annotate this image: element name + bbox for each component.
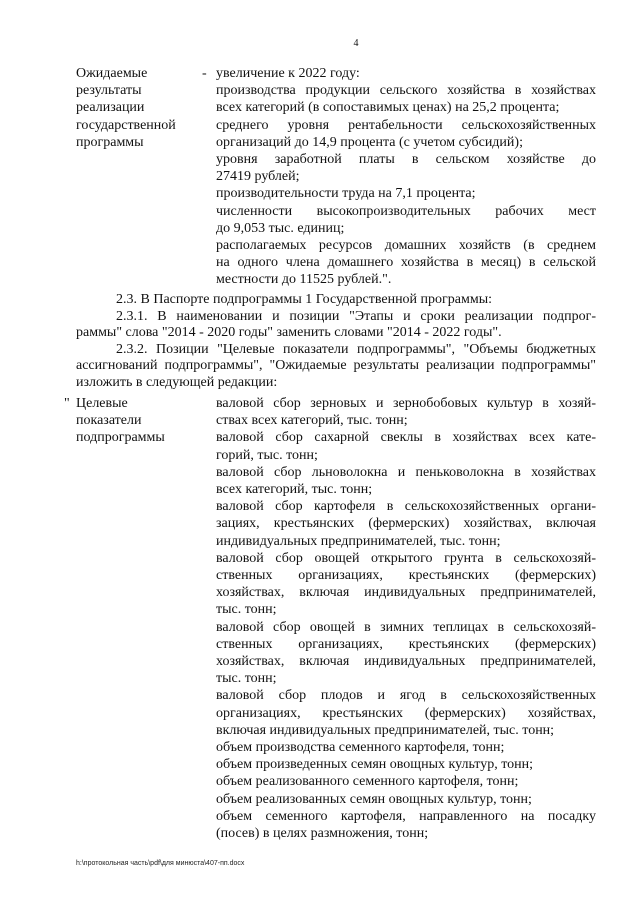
text-line: увеличение к 2022 году:	[216, 66, 360, 81]
paragraph-line: раммы" слова "2014 - 2020 годы" заменить словами "2014 - 2022 годы".	[76, 325, 502, 340]
text-line: на одного члена домашнего хозяйства в месяц) в сельской	[216, 255, 596, 271]
text-line: организаций до 14,9 процента (с учетом субсидий);	[216, 134, 523, 150]
text-line: среднего уровня рентабельности сельскохозяйственных	[216, 117, 596, 133]
target-indicators-block	[64, 395, 596, 842]
text-line: организациях, крестьянских (фермерских) хозяйствах,	[216, 705, 596, 721]
label-line: государственной	[76, 117, 176, 133]
paragraph-line: 2.3. В Паспорте подпрограммы 1 Государственной программы:	[116, 292, 493, 307]
text-line: ствах всех категорий, тыс. тонн;	[216, 413, 408, 429]
text-line: численности высокопроизводительных рабочих мест	[216, 203, 596, 219]
text-line: объем семенного картофеля, направленного на посадку	[216, 808, 596, 824]
text-line: располагаемых ресурсов домашних хозяйств (в среднем	[216, 238, 596, 254]
text-line: валовой сбор плодов и ягод в сельскохозяйственных	[216, 688, 596, 704]
text-line: объем реализованных семян овощных культур, тонн;	[216, 791, 532, 807]
label-line: Ожидаемые	[76, 66, 148, 81]
text-line: уровня заработной платы в сельском хозяйстве до	[216, 152, 596, 168]
amendment-paragraphs	[76, 292, 596, 391]
label-line: реализации	[76, 100, 145, 116]
text-line: зациях, крестьянских (фермерских) хозяйствах, включая	[216, 516, 596, 532]
text-line: валовой сбор льноволокна и пеньковолокна в хозяйствах	[216, 464, 596, 480]
text-line: валовой сбор овощей в зимних теплицах в сельскохозяй-	[216, 619, 596, 635]
text-line: хозяйствах, включая индивидуальных предпринимателей,	[216, 585, 596, 601]
text-line: валовой сбор овощей открытого грунта в сельскохозяй-	[216, 550, 596, 566]
target-indicators-text	[216, 395, 596, 842]
text-line: горий, тыс. тонн;	[216, 447, 318, 463]
text-line: тыс. тонн;	[216, 671, 277, 687]
text-line: валовой сбор зерновых и зернобобовых культур в хозяй-	[216, 396, 596, 411]
expected-results-text	[216, 65, 596, 289]
paragraph-line: 2.3.1. В наименовании и позиции "Этапы и сроки реализации подпрог-	[116, 308, 596, 324]
text-line: тыс. тонн;	[216, 602, 277, 618]
text-line: производительности труда на 7,1 процента;	[216, 186, 476, 202]
label-line: программы	[76, 134, 144, 150]
text-line: до 9,053 тыс. единиц;	[216, 220, 345, 236]
text-line: объем произведенных семян овощных культур, тонн;	[216, 757, 534, 773]
text-line: включая индивидуальных предпринимателей, тыс. тонн;	[216, 722, 555, 738]
text-line: производства продукции сельского хозяйства в хозяйствах	[216, 83, 596, 99]
paragraph-line: изложить в следующей редакции:	[76, 374, 278, 390]
text-line: всех категорий (в сопоставимых ценах) на 25,2 процента;	[216, 100, 560, 116]
paragraph-line: 2.3.2. Позиции "Целевые показатели подпрограммы", "Объемы бюджетных	[116, 341, 596, 357]
open-quote: "	[64, 396, 70, 411]
text-line: объем реализованного семенного картофеля, тонн;	[216, 774, 519, 790]
expected-results-block	[76, 65, 596, 289]
label-dash: -	[202, 66, 207, 81]
label-line: Целевые	[76, 396, 128, 411]
file-path-footer: h:\протокольная часть\pdf\для минюста\407-пп.docx	[76, 860, 245, 867]
label-line: подпрограммы	[76, 430, 165, 446]
target-indicators-label	[64, 395, 202, 842]
label-line: показатели	[76, 413, 142, 429]
label-line: результаты	[76, 83, 142, 99]
text-line: 27419 рублей;	[216, 169, 300, 185]
text-line: объем производства семенного картофеля, тонн;	[216, 740, 505, 756]
text-line: валовой сбор сахарной свеклы в хозяйствах всех кате-	[216, 430, 596, 446]
page-number: 4	[353, 38, 359, 49]
text-line: валовой сбор картофеля в сельскохозяйственных органи-	[216, 499, 596, 515]
text-line: индивидуальных предпринимателей, тыс. тонн;	[216, 533, 501, 549]
text-line: всех категорий, тыс. тонн;	[216, 482, 373, 498]
text-line: местности до 11525 рублей.".	[216, 272, 392, 288]
text-line: ственных организациях, крестьянских (фермерских)	[216, 568, 596, 584]
text-line: хозяйствах, включая индивидуальных предпринимателей,	[216, 654, 596, 670]
text-line: (посев) в целях размножения, тонн;	[216, 826, 429, 842]
text-line: ственных организациях, крестьянских (фермерских)	[216, 636, 596, 652]
expected-results-label	[76, 65, 202, 289]
paragraph-line: ассигнований подпрограммы", "Ожидаемые результаты реализации подпрограммы"	[76, 358, 596, 373]
